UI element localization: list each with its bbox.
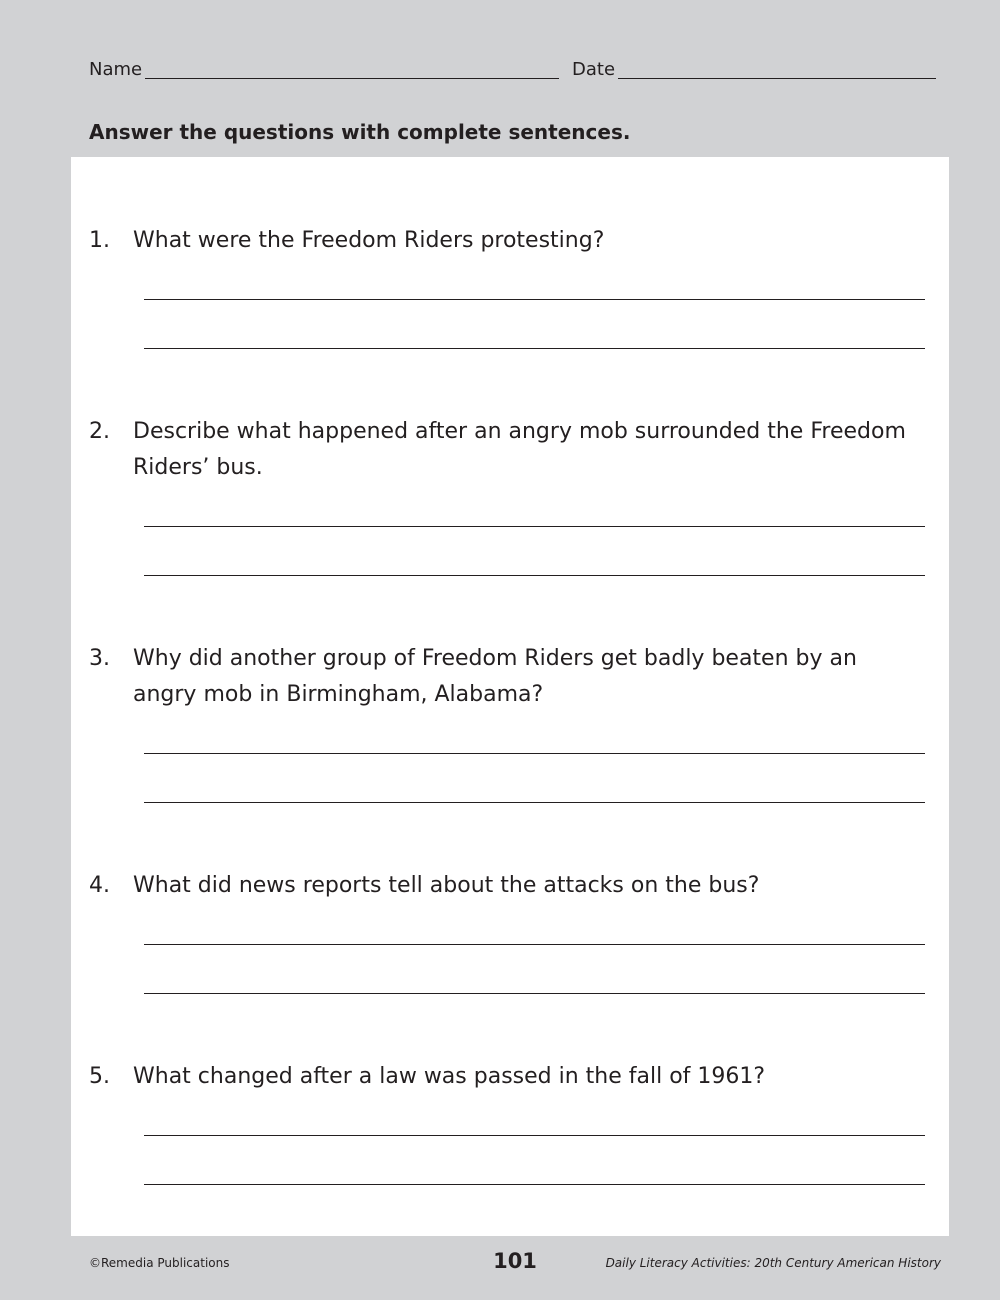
answer-line[interactable] — [144, 993, 925, 994]
question-text: Describe what happened after an angry mob surrounded the Freedom Riders’ bus. — [133, 419, 906, 480]
question-text: What changed after a law was passed in the fall of 1961? — [133, 1064, 766, 1089]
answer-line[interactable] — [144, 1135, 925, 1136]
answer-line[interactable] — [144, 802, 925, 803]
page-footer — [0, 1248, 1000, 1278]
date-label: Date — [572, 59, 616, 80]
answer-line[interactable] — [144, 348, 925, 349]
question-number: 2. — [89, 419, 110, 444]
name-label: Name — [89, 59, 143, 80]
copyright-notice: ©Remedia Publications — [89, 1256, 230, 1270]
question-text: What were the Freedom Riders protesting? — [133, 228, 605, 253]
series-title: Daily Literacy Activities: 20th Century American History — [605, 1256, 941, 1270]
answer-line[interactable] — [144, 526, 925, 527]
question-number: 4. — [89, 873, 110, 898]
question-number: 1. — [89, 228, 110, 253]
questions-panel — [71, 157, 949, 1236]
instructions-heading: Answer the questions with complete sentences. — [89, 120, 631, 144]
answer-line[interactable] — [144, 1184, 925, 1185]
answer-line[interactable] — [144, 753, 925, 754]
answer-line[interactable] — [144, 575, 925, 576]
page-number: 101 — [493, 1249, 537, 1273]
question-number: 3. — [89, 646, 110, 671]
question-text: Why did another group of Freedom Riders get badly beaten by an angry mob in Birmingham, Alabama? — [133, 646, 857, 707]
answer-line[interactable] — [144, 944, 925, 945]
answer-line[interactable] — [144, 299, 925, 300]
name-field-line[interactable] — [145, 78, 559, 79]
date-field-line[interactable] — [618, 78, 936, 79]
question-text: What did news reports tell about the attacks on the bus? — [133, 873, 760, 898]
question-number: 5. — [89, 1064, 110, 1089]
name-date-header — [89, 58, 936, 84]
